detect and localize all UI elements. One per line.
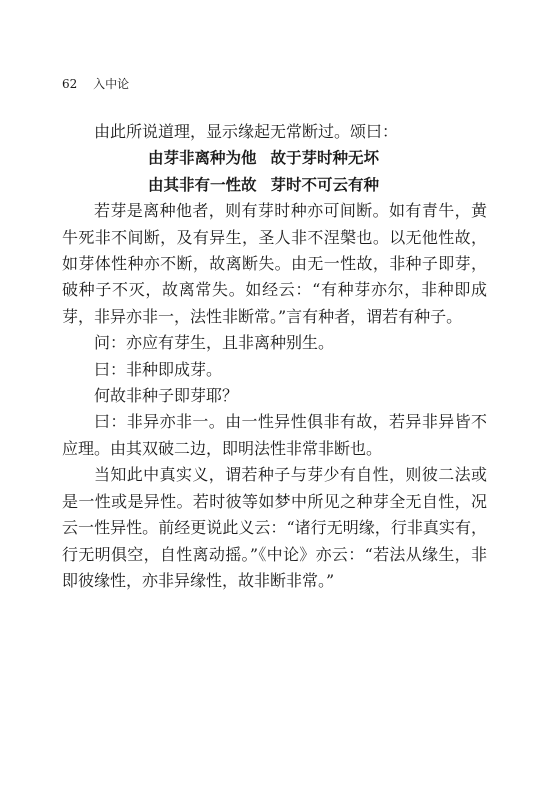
paragraph-true-meaning: 当知此中真实义，谓若种子与芽少有自性，则彼二法或是一性或是异性。若时彼等如梦中所见之种芽全无自性，况云一性异性。前经更说此义云：“诸行无明缘，行非真实有，行无明俱空，自性离动摇。”《中论》亦云：“若法从缘生，非即彼缘性，亦非异缘性，故非断非常。” bbox=[62, 465, 487, 590]
book-title: 入中论 bbox=[93, 77, 130, 91]
paragraph-answer-1: 曰：非种即成芽。 bbox=[94, 359, 223, 379]
verse-line-1-first-half: 由芽非离种为他 bbox=[148, 149, 257, 168]
verse-line-2 bbox=[62, 172, 487, 198]
page-number: 62 bbox=[62, 77, 78, 91]
verse-line-1-second-half: 故于芽时种无坏 bbox=[270, 149, 380, 168]
paragraph-question-2: 何故非种子即芽耶？ bbox=[94, 386, 239, 406]
paragraph-answer-2: 曰：非异亦非一。由一性异性俱非有故，若异非异皆不应理。由其双破二边，即明法性非常非断也。 bbox=[62, 412, 487, 458]
paragraph-question-1: 问：亦应有芽生，且非离种别生。 bbox=[94, 333, 335, 353]
verse-line-2-second-half: 芽时不可云有种 bbox=[270, 175, 380, 194]
running-header bbox=[62, 76, 129, 92]
verse-line-2-first-half: 由其非有一性故 bbox=[148, 175, 257, 194]
intro-line: 由此所说道理，显示缘起无常断过。颂曰： bbox=[94, 122, 399, 141]
paragraph-commentary: 若芽是离种他者，则有芽时种亦可间断。如有青牛，黄牛死非不间断，及有异生，圣人非不涅槃也。以无他性故，如芽体性种亦不断，故离断失。由无一性故，非种子即芽，破种子不灭，故离常失。如经云：“有种芽亦尔，非种即成芽，非异亦非一，法性非断常。”言有种者，谓若有种子。 bbox=[62, 201, 487, 326]
verse-line-1 bbox=[62, 145, 487, 171]
body-text bbox=[62, 119, 487, 594]
